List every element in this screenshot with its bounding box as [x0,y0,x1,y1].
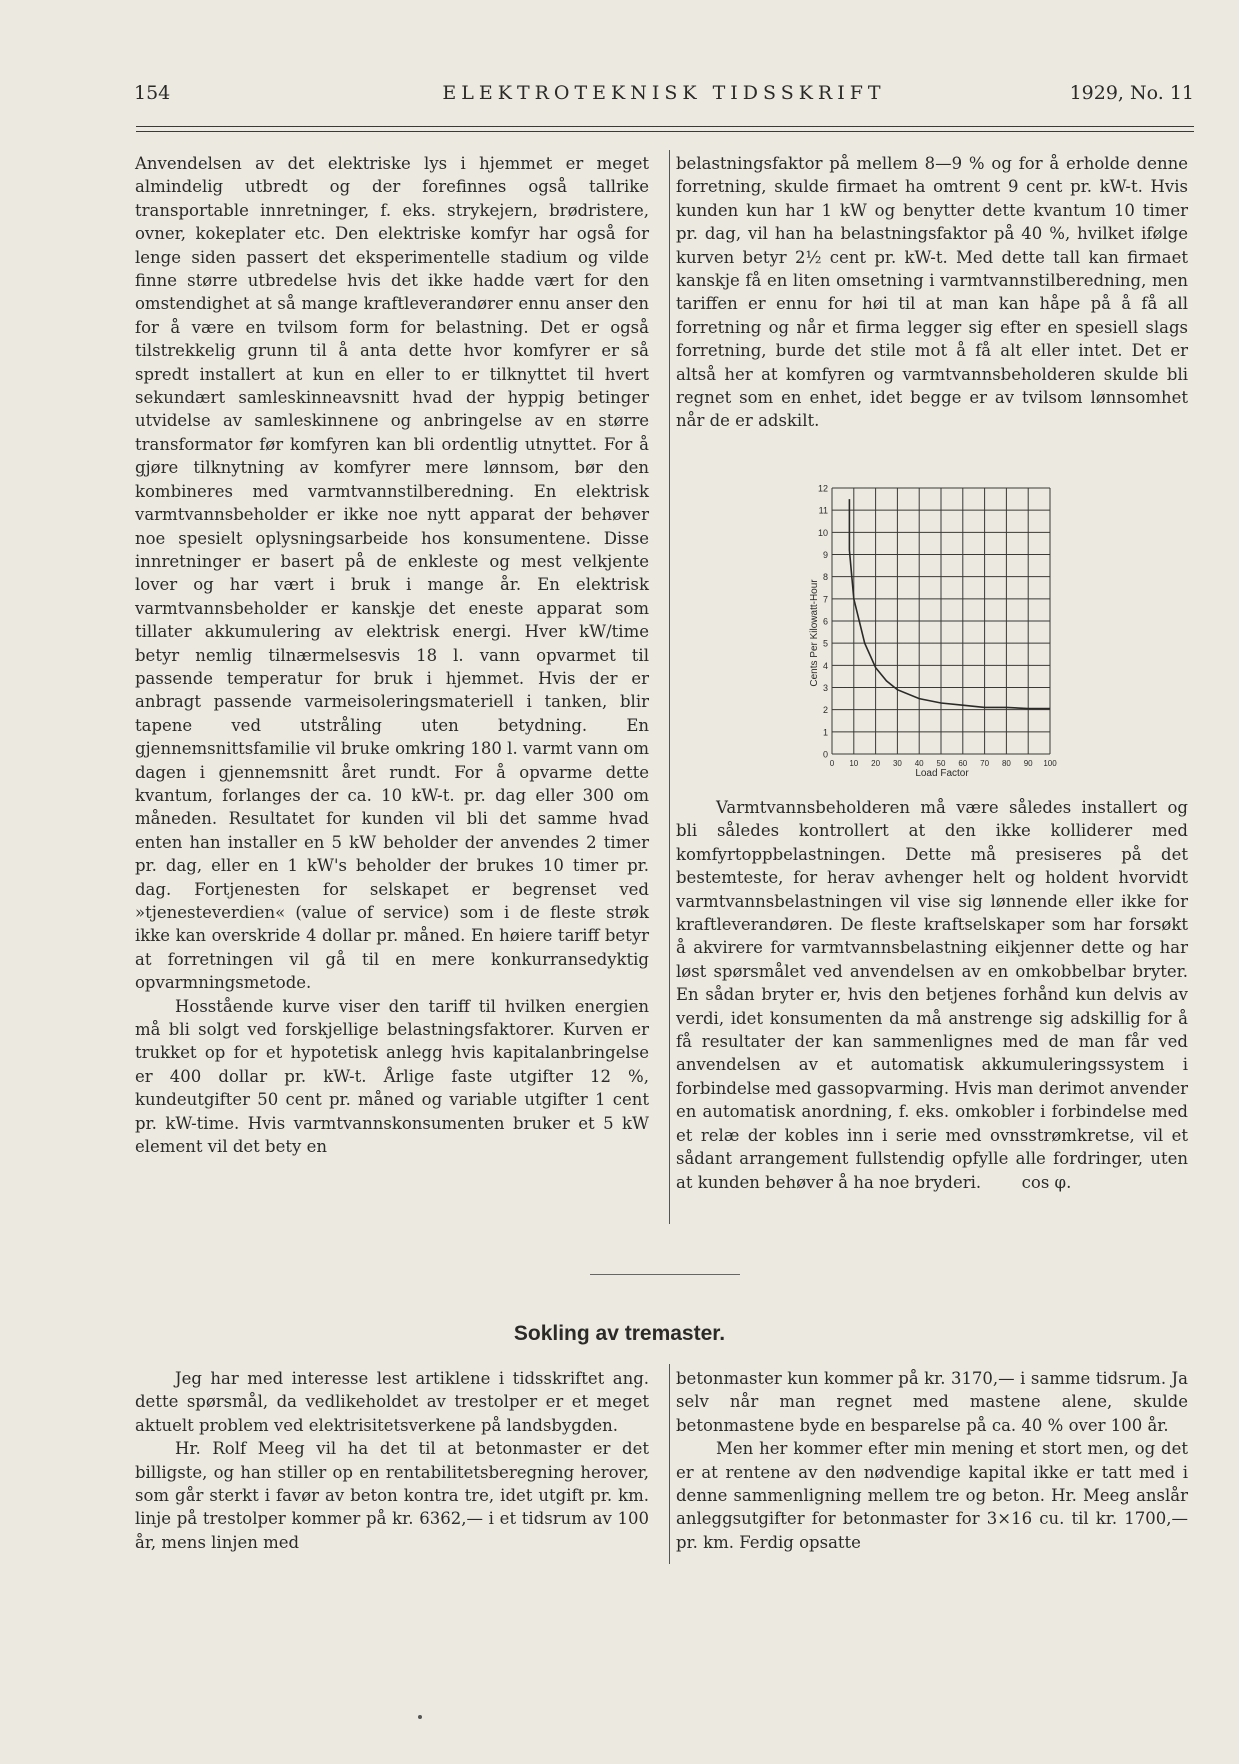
article2-title: Sokling av tremaster. [513,1322,726,1345]
y-tick-label: 8 [822,572,828,583]
chart-svg [800,478,1070,780]
y-tick-label: 10 [817,527,828,538]
article1-right-paragraph: belastningsfaktor på mellem 8—9 % og for å erholde denne forretning, skulde firmaet ha omtrent 9 cent pr. kW-t. Hvis kunden kun har 1 kW og benytter dette kvantum 10 timer pr. dag, vil han ha belastningsfaktor på 40 %, hvilket ifølge kurven betyr 2½ cent pr. kW-t. Med dette tall kan firmaet kanskje få en liten omsetning i varmtvannstilberedning, men tariffen er ennu for høi til at man kan håpe på å få all forretning og når et firma legger sig efter en spesiell slags forretning, burde det stile mot å få alt eller intet. Det er altså her at komfyren og varmtvannsbeholderen skulde bli regnet som en enhet, idet begge er av tvilsom lønnsomhet når de er adskilt. [676,154,1188,431]
y-tick-label: 3 [822,683,828,693]
y-tick-label: 1 [822,727,828,738]
running-header [134,82,1194,112]
chart-grid [832,488,1050,754]
article1-right-column-bottom [676,796,1188,1194]
x-tick-label: 30 [892,759,902,768]
y-tick-label: 12 [817,483,828,494]
column-divider [669,150,670,1224]
tariff-curve [849,499,1050,708]
y-axis-label: Cents Per Kilowatt-Hour [809,579,820,687]
x-tick-label: 40 [914,759,924,768]
y-tick-label: 11 [818,505,828,516]
y-tick-label: 4 [822,660,828,671]
x-tick-label: 70 [980,759,990,768]
x-tick-label: 100 [1043,759,1057,768]
article2-left-column [135,1367,649,1554]
article2-right-column [676,1367,1188,1554]
article1-left-column [135,152,649,1158]
y-tick-label: 5 [822,638,828,649]
y-tick-label: 9 [822,550,828,560]
issue-number: 1929, No. 11 [1069,82,1194,104]
article1-right-text: Varmtvannsbeholderen må være således installert og bli således kontrollert at den ikke kolliderer med komfyrtoppbelastningen. Dette må presiseres på det bestemteste, for herav avhenger helt og holdent hvorvidt varmtvannsbelastningen vil vise sig lønnende eller ikke for kraftleverandøren. De fleste kraftselskaper som har forsøkt å akvirere for varmtvannsbelastning eikjenner dette og har løst spørsmålet ved anvendelsen av en omkobbelbar bryter. En sådan bryter er, hvis den betjenes forhånd kun delvis av verdi, idet konsumenten da må anstrenge sig adskillig for å få resultater der kan sammenlignes med de man får ved anvendelsen av et automatisk akkumuleringssystem i forbindelse med gassopvarming. Hvis man derimot anvender en automatisk anordning, f. eks. omkobler i forbindelse med et relæ der kobles inn i serie med ovnsstrømkretse, vil et sådant arrangement fullstendig opfylle alle fordringer, uten at kunden behøver å ha noe bryderi. [676,798,1188,1192]
header-rule-top [136,126,1194,127]
tariff-chart [800,478,1070,780]
x-tick-label: 50 [936,759,946,768]
section-separator [590,1274,740,1275]
article2-right-paragraph: Men her kommer efter min mening et stort men, og det er at rentene av den nødvendige kapital ikke er tatt med i denne sammenligning mellem tre og beton. Hr. Meeg anslår anleggsutgifter for betonmaster for 3×16 cu. til kr. 1700,— pr. km. Ferdig opsatte [676,1439,1188,1552]
x-tick-label: 80 [1001,759,1011,768]
article2-right-paragraph: betonmaster kun kommer på kr. 3170,— i samme tidsrum. Ja selv når man regnet med mastene alene, skulde betonmastene byde en besparelse på ca. 40 % over 100 år. [676,1369,1188,1435]
journal-title: ELEKTROTEKNISK TIDSSKRIFT [442,82,886,104]
article1-left-paragraph: Anvendelsen av det elektriske lys i hjemmet er meget almindelig utbredt og der forefinnes også tallrike transportable innretninger, f. eks. strykejern, brødristere, ovner, kokeplater etc. Den elektriske komfyr har også for lenge siden passert det eksperimentelle stadium og vilde finne større utbredelse hvis det ikke hadde vært for den omstendighet at så mange kraftleverandører ennu anser den for å være en tvilsom form for belastning. Det er også tilstrekkelig grunn til å anta dette hvor komfyrer er så spredt installert at kun en eller to er tilknyttet til hvert sekundært samleskinneavsnitt hvad der hyppig betinger utvidelse av samleskinnene og anbringelse av en større transformator før komfyren kan bli ordentlig utnyttet. For å gjøre tilknytning av komfyrer mere lønnsom, bør den kombineres med varmtvannstilberedning. En elektrisk varmtvannsbeholder er ikke noe nytt apparat der behøver noe spesielt oplysningsarbeide hos konsumentene. Disse innretninger er basert på de enkleste og mest velkjente lover og har vært i bruk i mange år. En elektrisk varmtvannsbeholder er kanskje det eneste apparat som tillater akkumulering av elektrisk energi. Hver kW/time betyr nemlig tilnærmelsesvis 18 l. vann opvarmet til passende temperatur for bruk i hjemmet. Hvis der er anbragt passende varmeisoleringsmateriell i tanken, blir tapene ved utstråling uten betydning. En gjennemsnittsfamilie vil bruke omkring 180 l. varmt vann om dagen i gjennemsnitt året rundt. For å opvarme dette kvantum, forlanges der ca. 10 kW-t. pr. dag eller 300 om måneden. Resultatet for kunden vil bli det samme hvad enten han installer en 5 kW beholder der anvendes 2 timer pr. dag, eller en 1 kW's beholder der brukes 10 timer pr. dag. Fortjenesten for selskapet er begrenset ved »tjenesteverdien« (value of service) som i de fleste strøk ikke kan overskride 4 dollar pr. måned. En høiere tariff betyr at forretningen vil gå til en mere konkurransedyktig opvarmningsmetode. [135,154,649,993]
x-tick-label: 10 [849,759,859,768]
article1-right-column-top [676,152,1188,433]
y-tick-label: 6 [822,616,828,627]
article1-right-paragraph [676,796,1188,1194]
x-axis-label: Load Factor [915,768,969,779]
x-tick-label: 0 [829,759,835,768]
page-number: 154 [134,82,171,104]
y-tick-label: 2 [822,705,828,716]
header-rule-bottom [136,131,1194,132]
article2-left-paragraph: Jeg har med interesse lest artiklene i tidsskriftet ang. dette spørsmål, da vedlikeholdet av trestolper er et meget aktuelt problem ved elektrisitetsverkene på landsbygden. [135,1369,649,1435]
article2-left-paragraph: Hr. Rolf Meeg vil ha det til at betonmaster er det billigste, og han stiller op en rentabilitetsberegning herover, som går sterkt i favør av beton kontra tre, idet utgift pr. km. linje på trestolper kommer på kr. 6362,— i et tidsrum av 100 år, mens linjen med [135,1439,649,1552]
page-mark [418,1715,422,1719]
y-tick-label: 0 [822,749,828,760]
y-tick-label: 7 [822,594,828,605]
x-tick-label: 60 [958,759,968,768]
x-tick-label: 90 [1023,759,1033,768]
chart-x-ticks [830,759,1057,768]
column-divider-2 [669,1364,670,1564]
signature: cos φ. [1021,1172,1072,1192]
x-tick-label: 20 [871,759,881,768]
article1-left-paragraph: Hosstående kurve viser den tariff til hvilken energien må bli solgt ved forskjellige belastningsfaktorer. Kurven er trukket op for et hypotetisk anlegg hvis kapitalanbringelse er 400 dollar pr. kW-t. Årlige faste utgifter 12 %, kundeutgifter 50 cent pr. måned og variable utgifter 1 cent pr. kW-time. Hvis varmtvannskonsumenten bruker et 5 kW element vil det bety en [135,996,649,1157]
